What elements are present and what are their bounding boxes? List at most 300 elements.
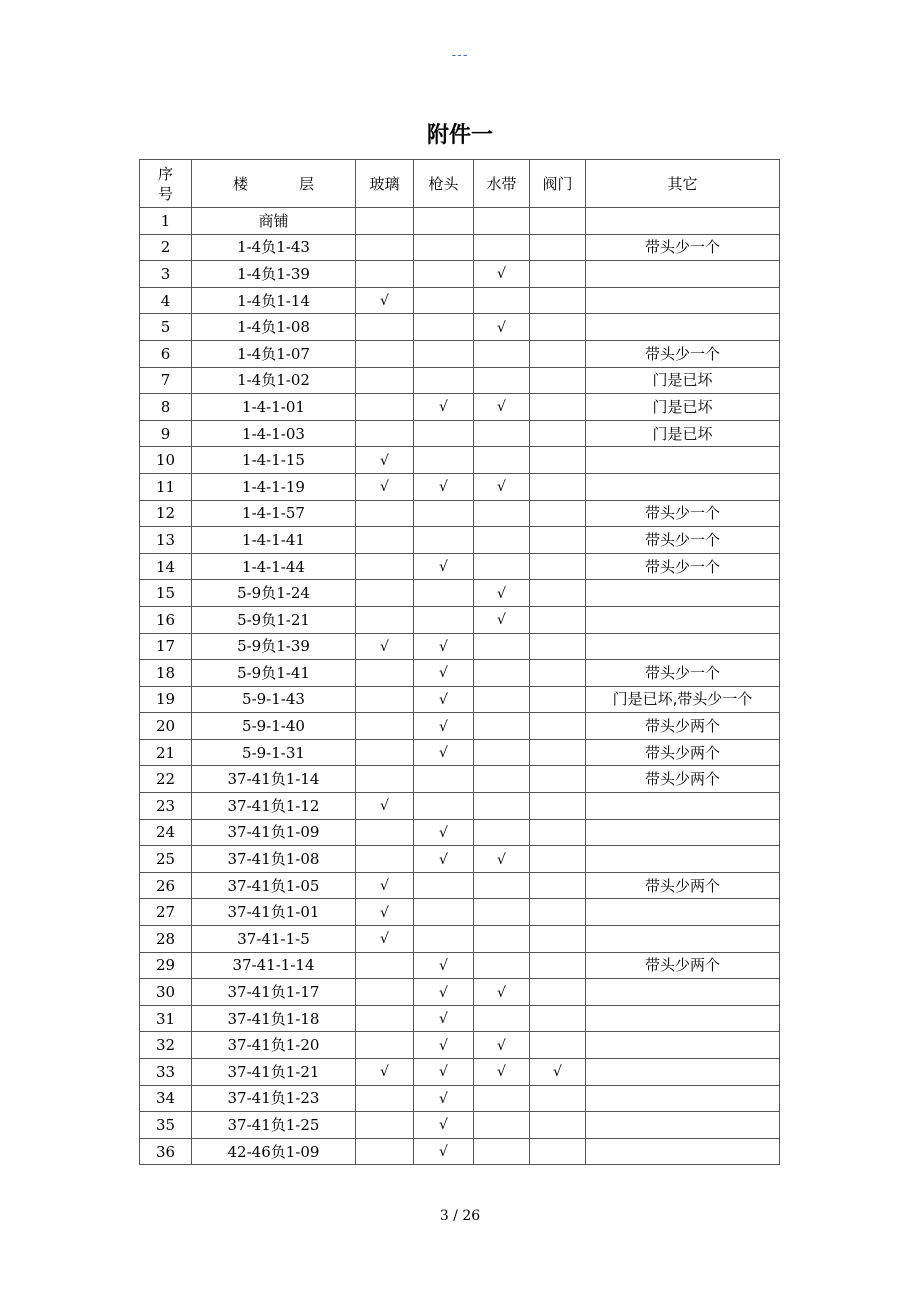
valve-cell	[530, 713, 586, 740]
table-row	[140, 261, 780, 288]
row-number-cell: 12	[140, 500, 192, 527]
valve-cell	[530, 926, 586, 953]
nozzle-cell	[414, 1059, 474, 1086]
glass-cell	[356, 819, 414, 846]
table-body	[140, 208, 780, 1165]
glass-cell	[356, 899, 414, 926]
floor-cell: 1-4-1-41	[192, 527, 356, 554]
table-row	[140, 420, 780, 447]
hose-cell	[474, 314, 530, 341]
floor-cell: 37-41负1-01	[192, 899, 356, 926]
table-row	[140, 926, 780, 953]
glass-cell	[356, 846, 414, 873]
hose-cell	[474, 553, 530, 580]
check-mark-icon: √	[439, 691, 448, 708]
row-number-cell: 14	[140, 553, 192, 580]
glass-cell	[356, 553, 414, 580]
glass-cell	[356, 1138, 414, 1165]
floor-cell: 5-9负1-24	[192, 580, 356, 607]
check-mark-icon: √	[553, 1064, 562, 1081]
glass-cell	[356, 1085, 414, 1112]
row-number-cell: 21	[140, 739, 192, 766]
table-row	[140, 340, 780, 367]
check-mark-icon: √	[380, 931, 389, 948]
row-number-cell: 3	[140, 261, 192, 288]
floor-cell: 1-4负1-07	[192, 340, 356, 367]
valve-cell	[530, 793, 586, 820]
nozzle-cell	[414, 261, 474, 288]
row-number-cell: 18	[140, 660, 192, 687]
other-note-cell: 带头少一个	[586, 527, 780, 554]
hose-cell	[474, 686, 530, 713]
check-mark-icon: √	[380, 798, 389, 815]
row-number-cell: 11	[140, 473, 192, 500]
row-number-cell: 7	[140, 367, 192, 394]
other-note-cell	[586, 1138, 780, 1165]
floor-cell: 37-41负1-17	[192, 979, 356, 1006]
table-row	[140, 208, 780, 235]
check-mark-icon: √	[380, 293, 389, 310]
floor-cell: 1-4负1-14	[192, 287, 356, 314]
glass-cell	[356, 1059, 414, 1086]
check-mark-icon: √	[439, 984, 448, 1001]
other-note-cell	[586, 979, 780, 1006]
table-row	[140, 314, 780, 341]
row-number-cell: 31	[140, 1005, 192, 1032]
hose-cell	[474, 819, 530, 846]
valve-cell	[530, 766, 586, 793]
row-number-cell: 5	[140, 314, 192, 341]
table-row	[140, 1005, 780, 1032]
column-header-seq-label: 序 号	[157, 164, 173, 203]
row-number-cell: 17	[140, 633, 192, 660]
floor-cell: 1-4负1-02	[192, 367, 356, 394]
hose-cell	[474, 234, 530, 261]
row-number-cell: 15	[140, 580, 192, 607]
table-row	[140, 553, 780, 580]
hose-cell	[474, 208, 530, 235]
valve-cell	[530, 686, 586, 713]
hose-cell	[474, 633, 530, 660]
nozzle-cell	[414, 580, 474, 607]
hose-cell	[474, 447, 530, 474]
other-note-cell: 带头少两个	[586, 713, 780, 740]
floor-cell: 42-46负1-09	[192, 1138, 356, 1165]
table-row	[140, 846, 780, 873]
glass-cell	[356, 580, 414, 607]
check-mark-icon: √	[497, 1064, 506, 1081]
floor-cell: 37-41-1-14	[192, 952, 356, 979]
glass-cell	[356, 766, 414, 793]
check-mark-icon: √	[497, 585, 506, 602]
valve-cell	[530, 314, 586, 341]
column-header-seq	[140, 160, 192, 208]
glass-cell	[356, 1005, 414, 1032]
table-row	[140, 686, 780, 713]
glass-cell	[356, 926, 414, 953]
glass-cell	[356, 314, 414, 341]
nozzle-cell	[414, 686, 474, 713]
table-header-row	[140, 160, 780, 208]
check-mark-icon: √	[497, 984, 506, 1001]
valve-cell	[530, 287, 586, 314]
table-row	[140, 899, 780, 926]
valve-cell	[530, 952, 586, 979]
floor-cell: 37-41负1-08	[192, 846, 356, 873]
check-mark-icon: √	[439, 559, 448, 576]
nozzle-cell	[414, 872, 474, 899]
nozzle-cell	[414, 1112, 474, 1139]
floor-cell: 1-4-1-15	[192, 447, 356, 474]
other-note-cell	[586, 606, 780, 633]
other-note-cell	[586, 261, 780, 288]
floor-cell: 37-41负1-21	[192, 1059, 356, 1086]
other-note-cell	[586, 633, 780, 660]
floor-cell: 37-41负1-14	[192, 766, 356, 793]
valve-cell	[530, 447, 586, 474]
hose-cell	[474, 846, 530, 873]
other-note-cell	[586, 287, 780, 314]
nozzle-cell	[414, 340, 474, 367]
other-note-cell: 带头少两个	[586, 739, 780, 766]
glass-cell	[356, 447, 414, 474]
other-note-cell	[586, 1005, 780, 1032]
nozzle-cell	[414, 899, 474, 926]
row-number-cell: 35	[140, 1112, 192, 1139]
hose-cell	[474, 793, 530, 820]
hose-cell	[474, 1138, 530, 1165]
glass-cell	[356, 261, 414, 288]
floor-cell: 1-4负1-08	[192, 314, 356, 341]
glass-cell	[356, 979, 414, 1006]
glass-cell	[356, 500, 414, 527]
valve-cell	[530, 660, 586, 687]
nozzle-cell	[414, 713, 474, 740]
glass-cell	[356, 1032, 414, 1059]
valve-cell	[530, 580, 586, 607]
valve-cell	[530, 553, 586, 580]
hose-cell	[474, 1032, 530, 1059]
other-note-cell: 带头少一个	[586, 234, 780, 261]
row-number-cell: 6	[140, 340, 192, 367]
other-note-cell	[586, 314, 780, 341]
glass-cell	[356, 234, 414, 261]
other-note-cell: 带头少两个	[586, 952, 780, 979]
glass-cell	[356, 420, 414, 447]
valve-cell	[530, 846, 586, 873]
check-mark-icon: √	[497, 399, 506, 416]
floor-cell: 商铺	[192, 208, 356, 235]
row-number-cell: 20	[140, 713, 192, 740]
glass-cell	[356, 527, 414, 554]
hose-cell	[474, 394, 530, 421]
row-number-cell: 2	[140, 234, 192, 261]
table-row	[140, 1138, 780, 1165]
hose-cell	[474, 979, 530, 1006]
floor-cell: 1-4-1-01	[192, 394, 356, 421]
hose-cell	[474, 899, 530, 926]
nozzle-cell	[414, 420, 474, 447]
row-number-cell: 13	[140, 527, 192, 554]
valve-cell	[530, 208, 586, 235]
row-number-cell: 9	[140, 420, 192, 447]
document-title: 附件一	[426, 123, 493, 148]
row-number-cell: 28	[140, 926, 192, 953]
row-number-cell: 29	[140, 952, 192, 979]
valve-cell	[530, 527, 586, 554]
table-row	[140, 527, 780, 554]
valve-cell	[530, 1138, 586, 1165]
other-note-cell: 门是已坏,带头少一个	[586, 686, 780, 713]
floor-cell: 37-41负1-09	[192, 819, 356, 846]
inspection-table	[139, 159, 780, 1165]
table-row	[140, 766, 780, 793]
check-mark-icon: √	[380, 878, 389, 895]
table-row	[140, 713, 780, 740]
hose-cell	[474, 340, 530, 367]
valve-cell	[530, 473, 586, 500]
nozzle-cell	[414, 766, 474, 793]
check-mark-icon: √	[439, 665, 448, 682]
floor-cell: 1-4-1-19	[192, 473, 356, 500]
hose-cell	[474, 1112, 530, 1139]
row-number-cell: 1	[140, 208, 192, 235]
nozzle-cell	[414, 1005, 474, 1032]
floor-cell: 5-9负1-41	[192, 660, 356, 687]
hose-cell	[474, 739, 530, 766]
valve-cell	[530, 367, 586, 394]
hose-cell	[474, 872, 530, 899]
row-number-cell: 26	[140, 872, 192, 899]
hose-cell	[474, 420, 530, 447]
valve-cell	[530, 234, 586, 261]
row-number-cell: 27	[140, 899, 192, 926]
table-row	[140, 819, 780, 846]
valve-cell	[530, 633, 586, 660]
floor-cell: 37-41-1-5	[192, 926, 356, 953]
glass-cell	[356, 713, 414, 740]
floor-cell: 37-41负1-05	[192, 872, 356, 899]
check-mark-icon: √	[497, 612, 506, 629]
valve-cell	[530, 819, 586, 846]
nozzle-cell	[414, 447, 474, 474]
column-header-other: 其它	[586, 160, 780, 208]
table-row	[140, 633, 780, 660]
table-row	[140, 473, 780, 500]
valve-cell	[530, 1005, 586, 1032]
nozzle-cell	[414, 367, 474, 394]
check-mark-icon: √	[497, 479, 506, 496]
column-header-glass: 玻璃	[356, 160, 414, 208]
table-row	[140, 739, 780, 766]
other-note-cell: 门是已坏	[586, 394, 780, 421]
floor-cell: 37-41负1-18	[192, 1005, 356, 1032]
glass-cell	[356, 473, 414, 500]
check-mark-icon: √	[439, 1064, 448, 1081]
glass-cell	[356, 633, 414, 660]
nozzle-cell	[414, 473, 474, 500]
nozzle-cell	[414, 314, 474, 341]
row-number-cell: 19	[140, 686, 192, 713]
row-number-cell: 8	[140, 394, 192, 421]
other-note-cell	[586, 926, 780, 953]
glass-cell	[356, 952, 414, 979]
row-number-cell: 10	[140, 447, 192, 474]
check-mark-icon: √	[439, 824, 448, 841]
floor-cell: 5-9负1-39	[192, 633, 356, 660]
row-number-cell: 30	[140, 979, 192, 1006]
hose-cell	[474, 1059, 530, 1086]
valve-cell	[530, 606, 586, 633]
hose-cell	[474, 606, 530, 633]
glass-cell	[356, 606, 414, 633]
other-note-cell	[586, 1112, 780, 1139]
check-mark-icon: √	[439, 1144, 448, 1161]
check-mark-icon: √	[439, 957, 448, 974]
glass-cell	[356, 287, 414, 314]
other-note-cell	[586, 580, 780, 607]
valve-cell	[530, 899, 586, 926]
floor-cell: 37-41负1-20	[192, 1032, 356, 1059]
nozzle-cell	[414, 500, 474, 527]
nozzle-cell	[414, 287, 474, 314]
check-mark-icon: √	[439, 638, 448, 655]
valve-cell	[530, 340, 586, 367]
glass-cell	[356, 660, 414, 687]
glass-cell	[356, 686, 414, 713]
other-note-cell	[586, 793, 780, 820]
column-header-floor: 楼 层	[192, 160, 356, 208]
row-number-cell: 34	[140, 1085, 192, 1112]
valve-cell	[530, 1032, 586, 1059]
nozzle-cell	[414, 1138, 474, 1165]
row-number-cell: 24	[140, 819, 192, 846]
check-mark-icon: √	[497, 319, 506, 336]
row-number-cell: 25	[140, 846, 192, 873]
table-row	[140, 952, 780, 979]
nozzle-cell	[414, 1085, 474, 1112]
check-mark-icon: √	[439, 1011, 448, 1028]
nozzle-cell	[414, 553, 474, 580]
floor-cell: 1-4-1-03	[192, 420, 356, 447]
glass-cell	[356, 394, 414, 421]
glass-cell	[356, 340, 414, 367]
floor-cell: 1-4负1-43	[192, 234, 356, 261]
check-mark-icon: √	[497, 266, 506, 283]
valve-cell	[530, 979, 586, 1006]
hose-cell	[474, 527, 530, 554]
other-note-cell	[586, 473, 780, 500]
check-mark-icon: √	[439, 1090, 448, 1107]
column-header-nozzle: 枪头	[414, 160, 474, 208]
check-mark-icon: √	[380, 452, 389, 469]
nozzle-cell	[414, 926, 474, 953]
valve-cell	[530, 394, 586, 421]
floor-cell: 5-9-1-40	[192, 713, 356, 740]
glass-cell	[356, 739, 414, 766]
nozzle-cell	[414, 952, 474, 979]
hose-cell	[474, 473, 530, 500]
nozzle-cell	[414, 979, 474, 1006]
hose-cell	[474, 1085, 530, 1112]
hose-cell	[474, 287, 530, 314]
table-row	[140, 580, 780, 607]
check-mark-icon: √	[380, 1064, 389, 1081]
nozzle-cell	[414, 633, 474, 660]
valve-cell	[530, 1059, 586, 1086]
hose-cell	[474, 713, 530, 740]
hose-cell	[474, 261, 530, 288]
glass-cell	[356, 872, 414, 899]
floor-cell: 1-4-1-57	[192, 500, 356, 527]
table-row	[140, 1112, 780, 1139]
other-note-cell	[586, 447, 780, 474]
floor-cell: 37-41负1-25	[192, 1112, 356, 1139]
hose-cell	[474, 367, 530, 394]
nozzle-cell	[414, 739, 474, 766]
nozzle-cell	[414, 660, 474, 687]
check-mark-icon: √	[380, 479, 389, 496]
other-note-cell: 带头少一个	[586, 553, 780, 580]
table-row	[140, 394, 780, 421]
check-mark-icon: √	[380, 638, 389, 655]
other-note-cell: 带头少两个	[586, 766, 780, 793]
check-mark-icon: √	[439, 745, 448, 762]
floor-cell: 1-4负1-39	[192, 261, 356, 288]
row-number-cell: 22	[140, 766, 192, 793]
row-number-cell: 32	[140, 1032, 192, 1059]
check-mark-icon: √	[439, 479, 448, 496]
other-note-cell	[586, 1085, 780, 1112]
floor-cell: 37-41负1-23	[192, 1085, 356, 1112]
row-number-cell: 33	[140, 1059, 192, 1086]
check-mark-icon: √	[439, 718, 448, 735]
table-row	[140, 500, 780, 527]
hose-cell	[474, 766, 530, 793]
nozzle-cell	[414, 819, 474, 846]
nozzle-cell	[414, 234, 474, 261]
check-mark-icon: √	[439, 851, 448, 868]
valve-cell	[530, 872, 586, 899]
nozzle-cell	[414, 793, 474, 820]
nozzle-cell	[414, 527, 474, 554]
row-number-cell: 16	[140, 606, 192, 633]
nozzle-cell	[414, 606, 474, 633]
hose-cell	[474, 952, 530, 979]
hose-cell	[474, 660, 530, 687]
column-header-valve: 阀门	[530, 160, 586, 208]
check-mark-icon: √	[497, 1037, 506, 1054]
row-number-cell: 4	[140, 287, 192, 314]
header-mark: ---	[451, 48, 469, 63]
nozzle-cell	[414, 846, 474, 873]
other-note-cell: 带头少两个	[586, 872, 780, 899]
valve-cell	[530, 500, 586, 527]
valve-cell	[530, 420, 586, 447]
other-note-cell: 门是已坏	[586, 367, 780, 394]
table-row	[140, 1032, 780, 1059]
table-row	[140, 872, 780, 899]
floor-cell: 5-9-1-31	[192, 739, 356, 766]
other-note-cell: 带头少一个	[586, 660, 780, 687]
check-mark-icon: √	[439, 399, 448, 416]
other-note-cell: 带头少一个	[586, 500, 780, 527]
check-mark-icon: √	[439, 1117, 448, 1134]
valve-cell	[530, 1085, 586, 1112]
glass-cell	[356, 208, 414, 235]
table-row	[140, 1085, 780, 1112]
floor-cell: 5-9负1-21	[192, 606, 356, 633]
